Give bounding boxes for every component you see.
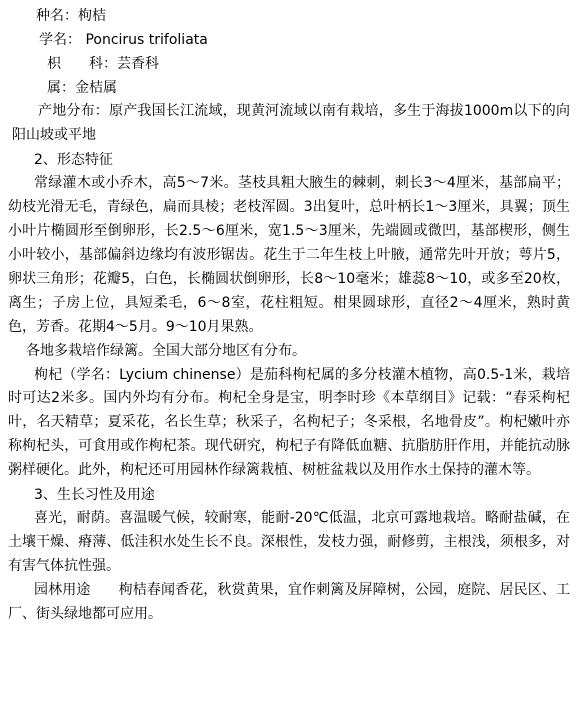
distribution-paragraph: 产地分布：原产我国长江流域，现黄河流域以南有栽培，多生于海拔1000m以下的向阳山坡或平地 bbox=[12, 103, 570, 144]
family-line bbox=[8, 52, 570, 76]
cultivation-note: 各地多栽培作绿篱。全国大部分地区有分布。 bbox=[26, 342, 306, 359]
family-prefix: 枳 bbox=[47, 56, 61, 73]
landscape-use-paragraph: 园林用途 枸桔春闻香花，秋赏黄果，宜作刺篱及屏障树，公园，庭院、居民区、工厂、街头绿地都可应用。 bbox=[8, 581, 570, 622]
scientific-name-line: 学名： Poncirus trifoliata bbox=[39, 32, 208, 49]
goji-paragraph: 枸杞（学名：Lycium chinense）是茄科枸杞属的多分枝灌木植物，高0.5-1米，栽培时可达2米多。国内外均有分布。枸杞全身是宝，明李时珍《本草纲目》记载：“春采枸杞叶，名天精草；夏采花，名长生草；秋采子，名枸杞子；冬采根，名地骨皮”。枸杞嫩叶亦称枸杞头，可食用或作枸杞茶。现代研究，枸杞子有降低血糖、抗脂肪肝作用，并能抗动脉粥样硬化。此外，枸杞还可用园林作绿篱栽植、树桩盆栽以及用作水土保持的灌木等。 bbox=[8, 366, 570, 479]
section-3-heading: 3、生长习性及用途 bbox=[34, 487, 155, 504]
habits-paragraph: 喜光，耐荫。喜温暖气候，较耐寒，能耐-20℃低温，北京可露地栽培。略耐盐碱，在土壤干燥、瘠薄、低洼积水处生长不良。深根性，发枝力强，耐修剪，主根浅，须根多，对有害气体抗性强。 bbox=[8, 510, 570, 574]
family-value: 科：芸香科 bbox=[89, 56, 159, 73]
species-line: 种名：枸桔 bbox=[36, 8, 106, 24]
genus-line: 属：金桔属 bbox=[47, 80, 117, 97]
morphology-paragraph: 常绿灌木或小乔木，高5～7米。茎枝具粗大腋生的棘刺，刺长3～4厘米，基部扁平；幼枝光滑无毛，青绿色，扁而具棱；老枝浑圆。3出复叶，总叶柄长1～3厘米，具翼；顶生小叶片椭圆形至倒卵形，长2.5～6厘米，宽1.5～3厘米，先端圆或微凹，基部楔形，侧生小叶较小，基部偏斜边缘均有波形锯齿。花生于二年生枝上叶腋，通常先叶开放；萼片5，卵状三角形；花瓣5，白色，长椭圆状倒卵形，长8～10毫米；雄蕊8～10，或多至20枚，离生；子房上位，具短柔毛，6～8室，花柱粗短。柑果圆球形，直径2～4厘米，熟时黄色，芳香。花期4～5月。9～10月果熟。 bbox=[8, 175, 570, 335]
section-2-heading: 2、形态特征 bbox=[34, 152, 113, 169]
